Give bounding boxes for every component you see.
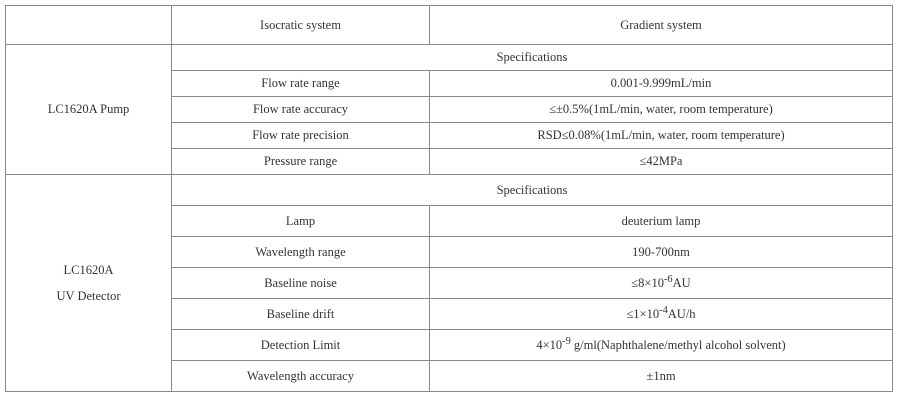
value-text: ≤8×10 (631, 276, 664, 291)
value-text: 4×10 (536, 338, 563, 353)
section-label: Specifications (172, 45, 893, 71)
table-row (6, 175, 893, 206)
value-cell (430, 299, 893, 330)
value-cell (430, 268, 893, 299)
group-label-line: UV Detector (56, 289, 121, 303)
param-cell: Baseline drift (172, 299, 430, 330)
param-cell: Flow rate range (172, 71, 430, 97)
group-label-uv-detector (6, 175, 172, 392)
param-cell: Flow rate accuracy (172, 97, 430, 123)
value-cell: RSD≤0.08%(1mL/min, water, room temperature) (430, 123, 893, 149)
param-cell: Detection Limit (172, 330, 430, 361)
value-unit: AU (672, 276, 691, 291)
value-cell: deuterium lamp (430, 206, 893, 237)
value-exponent: -6 (663, 274, 673, 286)
param-cell: Wavelength accuracy (172, 361, 430, 392)
section-label: Specifications (172, 175, 893, 206)
value-cell: ±1nm (430, 361, 893, 392)
header-corner-cell (6, 6, 172, 45)
group-label-line: LC1620A Pump (47, 102, 130, 117)
param-cell: Baseline noise (172, 268, 430, 299)
group-label-line: LC1620A (63, 262, 114, 277)
value-cell: 0.001-9.999mL/min (430, 71, 893, 97)
header-gradient-system: Gradient system (430, 6, 893, 45)
header-isocratic-system: Isocratic system (172, 6, 430, 45)
value-cell: ≤42MPa (430, 149, 893, 175)
value-text: ≤1×10 (626, 307, 660, 322)
value-cell: ≤±0.5%(1mL/min, water, room temperature) (430, 97, 893, 123)
param-cell: Pressure range (172, 149, 430, 175)
value-exponent: -4 (659, 305, 668, 317)
table-row (6, 45, 893, 71)
table-header-row (6, 6, 893, 45)
param-cell: Flow rate precision (172, 123, 430, 149)
value-cell: 190-700nm (430, 237, 893, 268)
value-unit: AU/h (667, 307, 696, 322)
group-label-pump (6, 45, 172, 175)
value-cell (430, 330, 893, 361)
param-cell: Lamp (172, 206, 430, 237)
value-exponent: -9 (562, 336, 571, 348)
param-cell: Wavelength range (172, 237, 430, 268)
specifications-table (5, 5, 893, 392)
value-unit: g/ml(Naphthalene/methyl alcohol solvent) (570, 338, 786, 353)
